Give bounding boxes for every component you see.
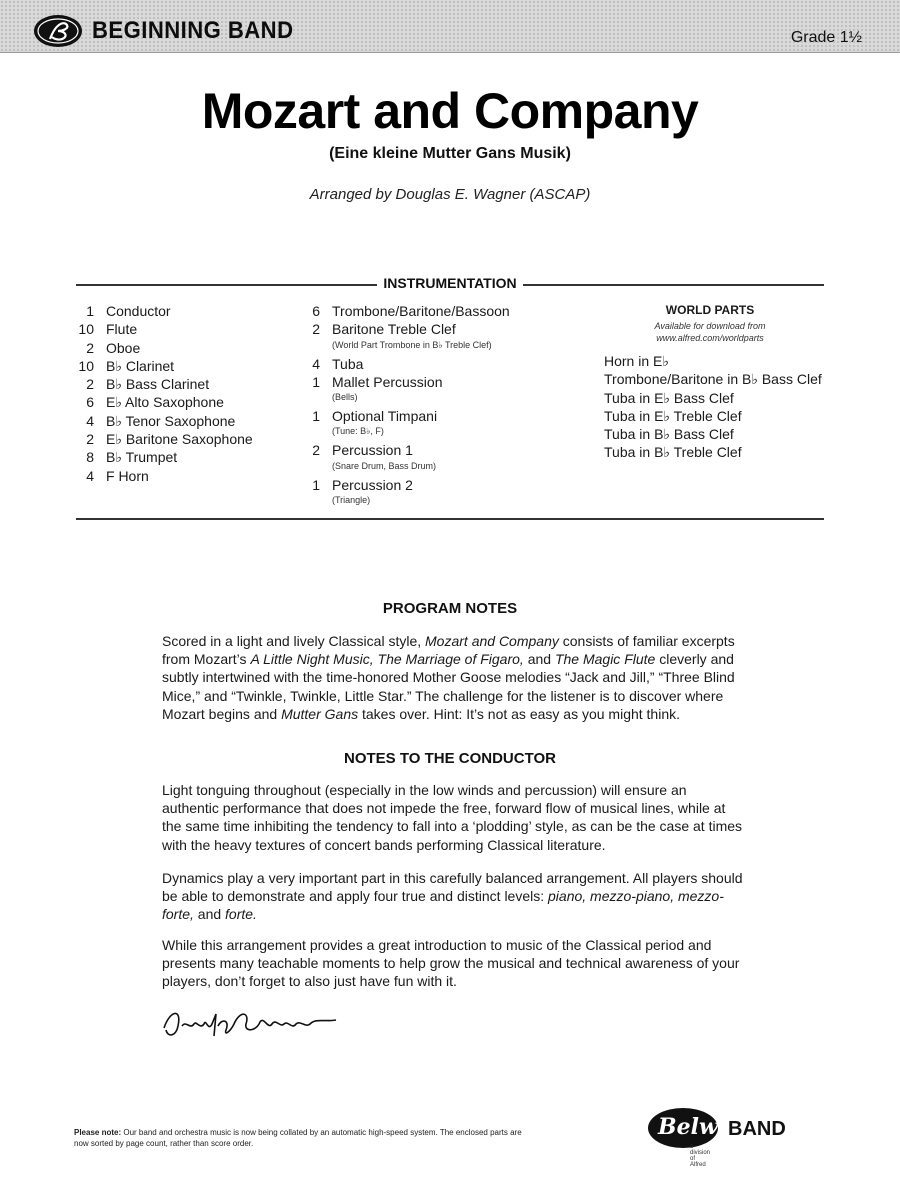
publisher-word: Belwin	[658, 1114, 743, 1140]
instrument-name: Tuba	[332, 355, 364, 372]
world-part-item: Tuba in E♭ Bass Clef	[604, 389, 734, 406]
arranger-credit: Arranged by Douglas E. Wagner (ASCAP)	[309, 186, 591, 203]
instrument-quantity: 6	[86, 394, 94, 411]
conductor-notes-heading: NOTES TO THE CONDUCTOR	[344, 750, 556, 767]
conductor-notes-paragraph-2: Dynamics play a very important part in this carefully balanced arrangement. All players should be able to demonstrate and apply four true and distinct levels: piano, mezzo-piano, mezzo-forte, and forte.	[162, 870, 743, 923]
instrument-row	[70, 375, 253, 393]
instrument-row	[70, 467, 253, 485]
instrument-note: (World Part Trombone in B♭ Treble Clef)	[332, 339, 492, 350]
alfred-logo-icon	[34, 15, 82, 47]
instrument-note: (Snare Drum, Bass Drum)	[332, 460, 437, 471]
world-parts-note: Available for download from www.alfred.com/worldparts	[654, 321, 766, 343]
program-notes-paragraph: Scored in a light and lively Classical style, Mozart and Company consists of familiar excerpts from Mozart’s A Little Night Music, The Marriage of Figaro, and The Magic Flute cleverly and subtly intertwined with the time-honored Mother Goose melodies “Jack and Jill,” “Three Blind Mice,” and “Twinkle, Twinkle, Little Star.” The challenge for the listener is to discover where Mozart begins and Mutter Gans takes over. Hint: It’s not as easy as you might think.	[162, 633, 735, 722]
instrument-name: Oboe	[106, 339, 141, 356]
instrument-quantity: 8	[86, 449, 94, 466]
instrument-row	[70, 339, 253, 357]
instrument-quantity: 2	[86, 339, 94, 356]
instrument-row	[70, 448, 253, 466]
instrument-quantity: 2	[312, 442, 320, 459]
publisher-band: BAND	[728, 1118, 786, 1140]
instrument-name: E♭ Baritone Saxophone	[106, 431, 253, 448]
instrument-name: B♭ Clarinet	[106, 357, 175, 374]
instrument-row	[70, 302, 253, 320]
instrument-name: B♭ Tenor Saxophone	[106, 412, 236, 429]
instrument-name: Optional Timpani	[332, 408, 438, 425]
instrument-name: E♭ Alto Saxophone	[106, 394, 224, 411]
instrument-quantity: 1	[312, 476, 320, 493]
signature	[160, 1000, 360, 1055]
instrument-quantity: 2	[86, 431, 94, 448]
instrument-name: Conductor	[106, 303, 171, 319]
instrument-row	[70, 393, 253, 411]
instrument-name: B♭ Trumpet	[106, 449, 178, 466]
instrument-row	[296, 476, 510, 494]
instrument-row	[296, 441, 510, 459]
world-part-item: Horn in E♭	[604, 353, 669, 369]
instrument-note: (Triangle)	[332, 495, 371, 506]
header-bar	[0, 0, 900, 53]
instrument-name: Trombone/Baritone/Bassoon	[332, 303, 510, 319]
instrument-note: (Tune: B♭, F)	[332, 426, 384, 437]
instrument-quantity: 4	[86, 467, 94, 484]
world-part-item: Tuba in E♭ Treble Clef	[604, 407, 742, 424]
world-parts-title: WORLD PARTS	[665, 303, 755, 317]
instrument-row	[70, 412, 253, 430]
instrument-name: Mallet Percussion	[332, 373, 443, 390]
instrument-row	[70, 320, 253, 338]
instrument-column-2	[296, 302, 510, 510]
instrumentation-bottom-rule	[76, 518, 824, 520]
program-notes-heading: PROGRAM NOTES	[382, 600, 518, 617]
instrument-quantity: 10	[78, 357, 94, 374]
grade-label: Grade 1½	[790, 29, 862, 46]
instrument-name: Baritone Treble Clef	[332, 321, 456, 338]
instrument-name: Percussion 2	[332, 476, 413, 493]
series-title: BEGINNING BAND	[92, 17, 294, 44]
instrument-quantity: 4	[86, 412, 94, 429]
instrument-row	[296, 302, 510, 320]
instrument-quantity: 4	[312, 355, 320, 372]
instrument-note: (Bells)	[332, 392, 358, 403]
instrument-row	[296, 373, 510, 391]
instrument-quantity: 1	[312, 408, 320, 425]
world-part-item: Trombone/Baritone in B♭ Bass Clef	[604, 371, 822, 388]
page-subtitle: (Eine kleine Mutter Gans Musik)	[329, 145, 571, 162]
instrument-row	[70, 357, 253, 375]
world-part-item: Tuba in B♭ Bass Clef	[604, 426, 734, 443]
instrument-name: F Horn	[106, 467, 149, 484]
instrument-quantity: 1	[86, 303, 94, 319]
instrument-row	[70, 430, 253, 448]
conductor-notes-paragraph-3: While this arrangement provides a great introduction to music of the Classical period and presents many teachable moments to help grow the musical and technical awareness of your players, don’t forget to also just have fun with it.	[162, 937, 740, 990]
instrument-row	[296, 355, 510, 373]
world-parts-list	[604, 352, 822, 462]
world-part-item: Tuba in B♭ Treble Clef	[604, 444, 742, 461]
instrumentation-heading: INSTRUMENTATION	[0, 275, 900, 293]
instrument-row	[296, 320, 510, 338]
instrument-quantity: 2	[86, 376, 94, 393]
instrument-row	[296, 407, 510, 425]
collation-note: Please note: Our band and orchestra music is now being collated by an automatic high-speed system. The enclosed parts are now sorted by page count, rather than score order.	[74, 1128, 522, 1148]
instrument-quantity: 10	[78, 321, 94, 338]
instrument-name: Flute	[106, 321, 138, 338]
instrument-column-1	[70, 302, 253, 485]
instrument-quantity: 6	[312, 303, 320, 319]
instrument-quantity: 1	[312, 373, 320, 390]
publisher-division: a division of Alfred	[690, 1144, 711, 1168]
instrument-quantity: 2	[312, 321, 320, 338]
instrument-name: B♭ Bass Clarinet	[106, 376, 210, 393]
instrument-name: Percussion 1	[332, 442, 413, 459]
page-title: Mozart and Company	[201, 83, 699, 139]
conductor-notes-paragraph-1: Light tonguing throughout (especially in the low winds and percussion) will ensure an authentic performance that does not impede the free, forward flow of musical lines, while at the same time inhibiting the tendency to fall into a ‘plodding’ style, as can be the case at times with the heavy textures of concert bands performing Classical literature.	[162, 782, 743, 853]
